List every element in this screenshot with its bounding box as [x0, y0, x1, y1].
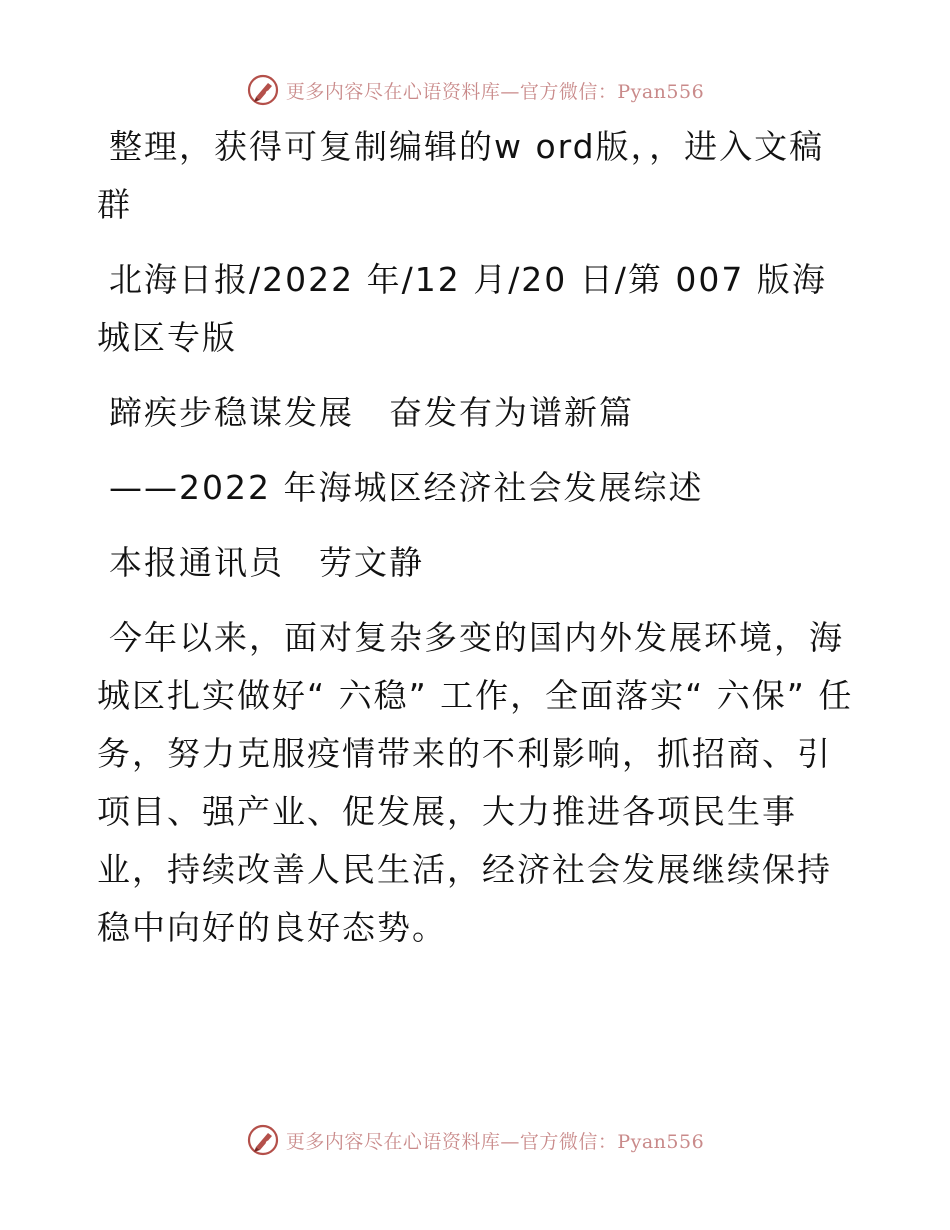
- header-watermark: [0, 70, 950, 110]
- source-line: 北海日报/2022 年/12 月/20 日/第 007 版海城区专版: [97, 260, 827, 357]
- footer-watermark: [0, 1120, 950, 1160]
- byline: 本报通讯员 劳文静: [109, 543, 424, 582]
- document-body: [97, 118, 857, 974]
- article-subtitle: ——2022 年海城区经济社会发展综述: [109, 468, 704, 507]
- pen-nib-circle-icon: [246, 73, 280, 107]
- intro-note: 整理，获得可复制编辑的w ord版，，进入文稿群: [97, 127, 825, 224]
- body-paragraph: 今年以来，面对复杂多变的国内外发展环境，海城区扎实做好“ 六稳” 工作，全面落实“ 六保” 任务，努力克服疫情带来的不利影响，抓招商、引项目、强产业、促发展，大力推进各项民生事业，持续改善人民生活，经济社会发展继续保持稳中向好的良好态势。: [97, 618, 854, 947]
- pen-nib-circle-icon: [246, 1123, 280, 1157]
- watermark-text: 更多内容尽在心语资料库—官方微信：Pyan556: [285, 1130, 705, 1153]
- watermark-text: 更多内容尽在心语资料库—官方微信：Pyan556: [285, 80, 705, 103]
- article-title: 蹄疾步稳谋发展 奋发有为谱新篇: [109, 393, 634, 432]
